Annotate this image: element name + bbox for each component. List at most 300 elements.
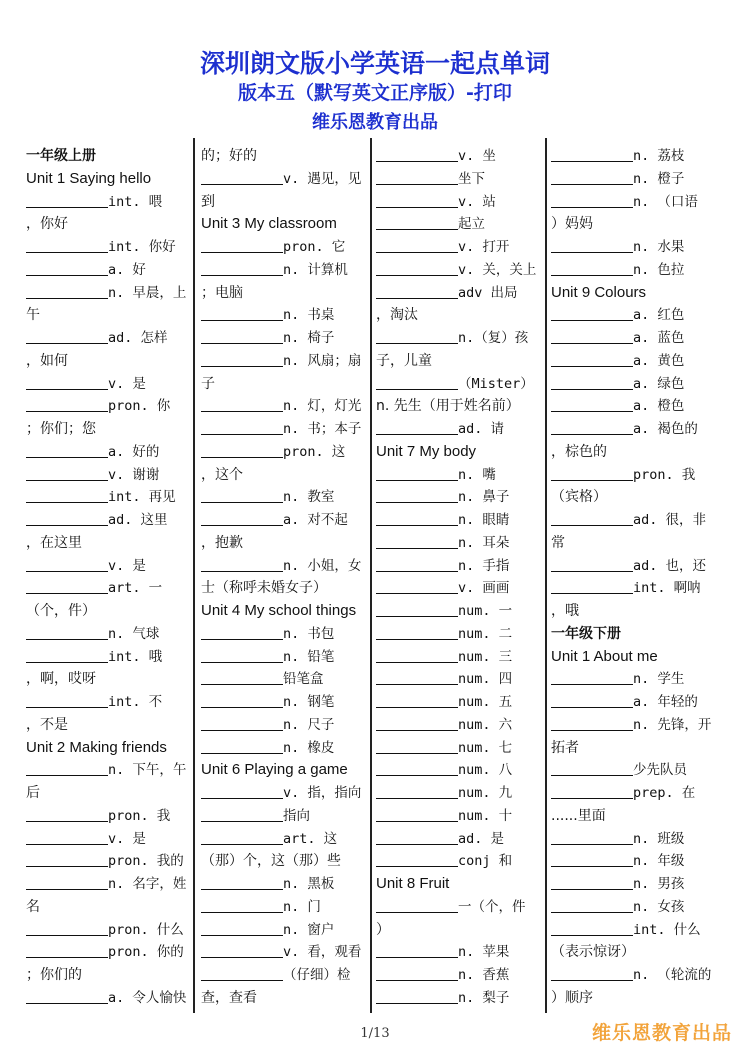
answer-blank[interactable] bbox=[201, 623, 283, 640]
answer-blank[interactable] bbox=[26, 191, 108, 208]
answer-blank[interactable] bbox=[376, 555, 458, 572]
answer-blank[interactable] bbox=[201, 418, 283, 435]
word-definition: pron. 它 bbox=[283, 239, 346, 255]
answer-blank[interactable] bbox=[26, 691, 108, 708]
word-entry bbox=[26, 327, 196, 350]
word-definition: a. 好 bbox=[108, 261, 146, 278]
word-definition: n. 钢笔 bbox=[283, 694, 335, 710]
word-definition: n. 学生 bbox=[633, 671, 685, 688]
word-definition: a. 黄色 bbox=[633, 352, 685, 369]
answer-blank[interactable] bbox=[201, 828, 283, 845]
answer-blank[interactable] bbox=[551, 509, 633, 526]
word-entry bbox=[201, 350, 371, 373]
word-entry bbox=[551, 759, 721, 782]
answer-blank[interactable] bbox=[26, 828, 108, 845]
word-definition: n. 气球 bbox=[108, 625, 160, 642]
answer-blank[interactable] bbox=[376, 600, 458, 617]
word-entry bbox=[376, 600, 546, 623]
word-definition: num. 六 bbox=[458, 716, 513, 733]
answer-blank[interactable] bbox=[551, 577, 633, 594]
unit-heading: Unit 8 Fruit bbox=[376, 875, 450, 892]
definition-continuation: ，在这里 bbox=[26, 534, 82, 551]
definition-continuation: ，淘汰 bbox=[376, 307, 418, 324]
word-entry bbox=[376, 282, 546, 305]
word-entry bbox=[551, 350, 721, 373]
word-definition: 少先队员 bbox=[633, 762, 687, 779]
word-definition: n. 眼睛 bbox=[458, 512, 510, 528]
word-entry bbox=[201, 896, 371, 919]
unit-heading: Unit 2 Making friends bbox=[26, 738, 167, 756]
answer-blank[interactable] bbox=[26, 646, 108, 663]
answer-blank[interactable] bbox=[376, 373, 458, 390]
word-definition: n. （口语 bbox=[633, 193, 698, 210]
word-definition: a. 对不起 bbox=[283, 512, 348, 528]
word-definition: num. 二 bbox=[458, 625, 513, 642]
answer-blank[interactable] bbox=[551, 919, 633, 936]
answer-blank[interactable] bbox=[551, 327, 633, 344]
word-entry bbox=[201, 236, 371, 259]
word-entry bbox=[26, 236, 196, 259]
word-definition: n. （轮流的 bbox=[633, 967, 712, 983]
word-definition: n. 水果 bbox=[633, 239, 685, 255]
word-definition: ad. 很，非 bbox=[633, 512, 707, 528]
answer-blank[interactable] bbox=[551, 782, 633, 799]
answer-blank[interactable] bbox=[551, 168, 633, 185]
answer-blank[interactable] bbox=[201, 714, 283, 731]
answer-blank[interactable] bbox=[26, 941, 108, 958]
word-entry bbox=[26, 282, 196, 305]
word-definition: n. 橙子 bbox=[633, 170, 685, 187]
word-definition: （仔细）检 bbox=[283, 967, 351, 983]
definition-continuation: 名 bbox=[26, 898, 40, 915]
answer-blank[interactable] bbox=[26, 282, 108, 299]
word-entry bbox=[551, 395, 721, 418]
word-entry bbox=[26, 441, 196, 464]
answer-blank[interactable] bbox=[26, 259, 108, 276]
word-definition: ad. 这里 bbox=[108, 512, 168, 528]
word-definition: n. 铅笔 bbox=[283, 648, 335, 665]
word-definition: n. 荔枝 bbox=[633, 148, 685, 164]
word-definition: 铅笔盒 bbox=[283, 671, 324, 688]
word-definition: v. 是 bbox=[108, 375, 146, 392]
answer-blank[interactable] bbox=[26, 509, 108, 526]
word-definition: v. 看，观看 bbox=[283, 944, 362, 961]
word-definition: num. 五 bbox=[458, 694, 513, 710]
answer-blank[interactable] bbox=[551, 236, 633, 253]
word-definition: n. 书；本子 bbox=[283, 421, 362, 437]
word-definition: （Mister） bbox=[458, 375, 534, 392]
page-number: 1/13 bbox=[360, 1026, 390, 1041]
word-definition: n. 名字，姓 bbox=[108, 876, 187, 892]
answer-blank[interactable] bbox=[376, 646, 458, 663]
answer-blank[interactable] bbox=[201, 941, 283, 958]
answer-blank[interactable] bbox=[376, 168, 458, 185]
word-definition: pron. 你 bbox=[108, 398, 171, 415]
word-definition: prep. 在 bbox=[633, 785, 696, 801]
definition-continuation: ；你们；您 bbox=[26, 421, 96, 437]
definition-continuation: 子 bbox=[201, 375, 215, 392]
word-definition: n. 黑板 bbox=[283, 876, 335, 892]
answer-blank[interactable] bbox=[201, 259, 283, 276]
word-definition: num. 八 bbox=[458, 762, 513, 779]
answer-blank[interactable] bbox=[201, 486, 283, 503]
answer-blank[interactable] bbox=[551, 350, 633, 367]
answer-blank[interactable] bbox=[376, 737, 458, 754]
answer-blank[interactable] bbox=[201, 737, 283, 754]
answer-blank[interactable] bbox=[201, 873, 283, 890]
answer-blank[interactable] bbox=[376, 509, 458, 526]
answer-blank[interactable] bbox=[201, 236, 283, 253]
word-entry bbox=[201, 828, 371, 851]
word-definition: ad. 也，还 bbox=[633, 557, 707, 574]
word-definition: 起立 bbox=[458, 216, 485, 233]
answer-blank[interactable] bbox=[26, 577, 108, 594]
definition-continuation: ，不是 bbox=[26, 716, 68, 733]
word-definition: v. 站 bbox=[458, 193, 496, 210]
word-definition: ad. 是 bbox=[458, 830, 505, 847]
word-definition: n. 耳朵 bbox=[458, 534, 510, 551]
word-definition: pron. 我 bbox=[108, 807, 171, 824]
word-definition: num. 四 bbox=[458, 671, 513, 688]
definition-continuation: 子，儿童 bbox=[376, 352, 432, 369]
word-entry bbox=[26, 577, 196, 600]
definition-continuation: ）妈妈 bbox=[551, 216, 593, 233]
word-definition: v. 打开 bbox=[458, 239, 510, 255]
answer-blank[interactable] bbox=[376, 464, 458, 481]
answer-blank[interactable] bbox=[551, 555, 633, 572]
answer-blank[interactable] bbox=[376, 941, 458, 958]
definition-continuation: （那）个，这（那）些 bbox=[201, 853, 341, 870]
word-entry bbox=[376, 691, 546, 714]
word-definition: a. 红色 bbox=[633, 307, 685, 324]
answer-blank[interactable] bbox=[26, 464, 108, 481]
watermark-logo: 维乐恩教育出品 bbox=[591, 1022, 732, 1044]
word-entry bbox=[376, 850, 546, 873]
answer-blank[interactable] bbox=[201, 304, 283, 321]
word-definition: v. 画画 bbox=[458, 580, 510, 597]
word-definition: n. 手指 bbox=[458, 557, 510, 574]
word-definition: adv 出局 bbox=[458, 284, 518, 301]
answer-blank[interactable] bbox=[26, 805, 108, 822]
word-definition: num. 七 bbox=[458, 739, 513, 756]
word-entry bbox=[376, 532, 546, 555]
answer-blank[interactable] bbox=[551, 691, 633, 708]
answer-blank[interactable] bbox=[376, 327, 458, 344]
word-column-1 bbox=[26, 145, 196, 1010]
answer-blank[interactable] bbox=[551, 828, 633, 845]
answer-blank[interactable] bbox=[376, 532, 458, 549]
answer-blank[interactable] bbox=[26, 395, 108, 412]
word-entry bbox=[376, 464, 546, 487]
answer-blank[interactable] bbox=[551, 373, 633, 390]
definition-continuation: 拓者 bbox=[551, 739, 579, 756]
answer-blank[interactable] bbox=[551, 418, 633, 435]
answer-blank[interactable] bbox=[376, 782, 458, 799]
word-entry bbox=[26, 828, 196, 851]
definition-continuation: 的；好的 bbox=[201, 148, 257, 164]
answer-blank[interactable] bbox=[201, 646, 283, 663]
word-definition: a. 年轻的 bbox=[633, 694, 698, 710]
answer-blank[interactable] bbox=[376, 282, 458, 299]
word-entry bbox=[551, 555, 721, 578]
answer-blank[interactable] bbox=[376, 987, 458, 1004]
answer-blank[interactable] bbox=[201, 509, 283, 526]
word-entry bbox=[551, 509, 721, 532]
answer-blank[interactable] bbox=[201, 691, 283, 708]
word-entry bbox=[26, 987, 196, 1010]
definition-continuation: ，这个 bbox=[201, 466, 243, 483]
word-entry bbox=[376, 145, 546, 168]
answer-blank[interactable] bbox=[376, 850, 458, 867]
word-definition: n. 计算机 bbox=[283, 261, 348, 278]
answer-blank[interactable] bbox=[26, 441, 108, 458]
answer-blank[interactable] bbox=[551, 464, 633, 481]
word-definition: pron. 我的 bbox=[108, 853, 184, 870]
answer-blank[interactable] bbox=[201, 919, 283, 936]
answer-blank[interactable] bbox=[376, 828, 458, 845]
word-entry bbox=[376, 668, 546, 691]
answer-blank[interactable] bbox=[551, 964, 633, 981]
definition-continuation: ，啊，哎呀 bbox=[26, 671, 96, 688]
word-definition: pron. 什么 bbox=[108, 921, 184, 938]
word-definition: n. 嘴 bbox=[458, 466, 496, 483]
word-entry bbox=[26, 919, 196, 942]
answer-blank[interactable] bbox=[26, 373, 108, 390]
word-definition: conj 和 bbox=[458, 853, 513, 870]
grade-heading: 一年级下册 bbox=[551, 625, 621, 642]
page-subtitle: 版本五（默写英文正序版）-打印 bbox=[238, 82, 512, 104]
answer-blank[interactable] bbox=[201, 782, 283, 799]
word-definition: 指向 bbox=[283, 807, 310, 824]
word-definition: int. 哦 bbox=[108, 648, 163, 665]
answer-blank[interactable] bbox=[376, 714, 458, 731]
answer-blank[interactable] bbox=[376, 486, 458, 503]
word-entry bbox=[201, 668, 371, 691]
word-entry bbox=[26, 941, 196, 964]
word-definition: n. 班级 bbox=[633, 830, 685, 847]
word-definition: pron. 你的 bbox=[108, 944, 184, 961]
word-entry bbox=[201, 327, 371, 350]
word-entry bbox=[201, 168, 371, 191]
answer-blank[interactable] bbox=[26, 850, 108, 867]
answer-blank[interactable] bbox=[376, 418, 458, 435]
word-definition: n. 橡皮 bbox=[283, 739, 335, 756]
word-column-4 bbox=[551, 145, 721, 1010]
word-definition: ad. 请 bbox=[458, 421, 505, 437]
word-entry bbox=[201, 304, 371, 327]
word-definition: n. 早晨，上 bbox=[108, 284, 187, 301]
answer-blank[interactable] bbox=[376, 236, 458, 253]
unit-heading: Unit 3 My classroom bbox=[201, 215, 337, 233]
word-entry bbox=[376, 896, 546, 919]
word-entry bbox=[551, 304, 721, 327]
answer-blank[interactable] bbox=[26, 987, 108, 1004]
answer-blank[interactable] bbox=[26, 873, 108, 890]
word-definition: art. 一 bbox=[108, 580, 163, 597]
word-definition: n. 灯，灯光 bbox=[283, 398, 362, 415]
word-definition: n. 苹果 bbox=[458, 944, 510, 961]
word-definition: n. 教室 bbox=[283, 489, 335, 506]
word-entry bbox=[551, 668, 721, 691]
word-entry bbox=[201, 873, 371, 896]
word-entry bbox=[26, 486, 196, 509]
page-title: 深圳朗文版小学英语一起点单词 bbox=[199, 49, 550, 78]
word-definition: int. 你好 bbox=[108, 239, 176, 255]
word-entry bbox=[551, 691, 721, 714]
answer-blank[interactable] bbox=[551, 145, 633, 162]
answer-blank[interactable] bbox=[551, 896, 633, 913]
word-entry bbox=[201, 782, 371, 805]
word-entry bbox=[201, 441, 371, 464]
definition-continuation: （宾格） bbox=[551, 489, 607, 506]
answer-blank[interactable] bbox=[376, 145, 458, 162]
answer-blank[interactable] bbox=[376, 623, 458, 640]
word-definition: a. 令人愉快 bbox=[108, 989, 187, 1006]
definition-continuation: 士（称呼未婚女子） bbox=[201, 580, 327, 597]
answer-blank[interactable] bbox=[201, 668, 283, 685]
unit-heading: Unit 1 Saying hello bbox=[26, 169, 152, 187]
word-entry bbox=[376, 714, 546, 737]
answer-blank[interactable] bbox=[26, 555, 108, 572]
word-entry bbox=[376, 782, 546, 805]
answer-blank[interactable] bbox=[551, 668, 633, 685]
word-entry bbox=[26, 509, 196, 532]
answer-blank[interactable] bbox=[551, 395, 633, 412]
answer-blank[interactable] bbox=[201, 327, 283, 344]
word-entry bbox=[26, 691, 196, 714]
answer-blank[interactable] bbox=[376, 213, 458, 230]
answer-blank[interactable] bbox=[376, 259, 458, 276]
word-definition: v. 是 bbox=[108, 830, 146, 847]
answer-blank[interactable] bbox=[201, 805, 283, 822]
word-entry bbox=[551, 850, 721, 873]
word-entry bbox=[26, 646, 196, 669]
answer-blank[interactable] bbox=[26, 759, 108, 776]
word-entry bbox=[201, 805, 371, 828]
word-definition: v. 遇见，见 bbox=[283, 170, 362, 187]
word-entry bbox=[376, 327, 546, 350]
word-entry bbox=[376, 759, 546, 782]
word-definition: num. 一 bbox=[458, 603, 513, 619]
answer-blank[interactable] bbox=[376, 964, 458, 981]
answer-blank[interactable] bbox=[376, 191, 458, 208]
word-definition: int. 啊呐 bbox=[633, 580, 701, 597]
definition-continuation: ；电脑 bbox=[201, 284, 243, 301]
word-entry bbox=[26, 259, 196, 282]
word-entry bbox=[376, 418, 546, 441]
answer-blank[interactable] bbox=[201, 555, 283, 572]
word-entry bbox=[201, 418, 371, 441]
word-entry bbox=[201, 964, 371, 987]
answer-blank[interactable] bbox=[201, 350, 283, 367]
answer-blank[interactable] bbox=[201, 395, 283, 412]
word-entry bbox=[376, 259, 546, 282]
word-definition: pron. 我 bbox=[633, 466, 696, 483]
answer-blank[interactable] bbox=[376, 691, 458, 708]
answer-blank[interactable] bbox=[551, 873, 633, 890]
answer-blank[interactable] bbox=[201, 168, 283, 185]
word-entry bbox=[201, 623, 371, 646]
word-definition: n. 窗户 bbox=[283, 921, 335, 938]
word-entry bbox=[551, 782, 721, 805]
word-definition: a. 褐色的 bbox=[633, 421, 698, 437]
word-definition: n. 小姐，女 bbox=[283, 557, 362, 574]
word-definition: n.（复）孩 bbox=[458, 330, 529, 346]
word-entry bbox=[376, 373, 546, 396]
answer-blank[interactable] bbox=[551, 191, 633, 208]
answer-blank[interactable] bbox=[551, 259, 633, 276]
word-definition: n. 书桌 bbox=[283, 307, 335, 324]
word-entry bbox=[201, 509, 371, 532]
word-entry bbox=[551, 168, 721, 191]
unit-heading: Unit 4 My school things bbox=[201, 602, 357, 619]
word-entry bbox=[376, 168, 546, 191]
definition-continuation: 后 bbox=[26, 785, 40, 801]
word-definition: n. 下午，午 bbox=[108, 762, 187, 779]
answer-blank[interactable] bbox=[376, 668, 458, 685]
word-entry bbox=[201, 714, 371, 737]
word-entry bbox=[376, 964, 546, 987]
word-entry bbox=[376, 623, 546, 646]
word-definition: v. 指，指向 bbox=[283, 785, 362, 801]
word-definition: int. 再见 bbox=[108, 489, 176, 506]
answer-blank[interactable] bbox=[551, 850, 633, 867]
word-entry bbox=[551, 259, 721, 282]
word-entry bbox=[551, 873, 721, 896]
word-definition: a. 蓝色 bbox=[633, 330, 685, 346]
answer-blank[interactable] bbox=[376, 577, 458, 594]
word-definition: n. 梨子 bbox=[458, 989, 510, 1006]
word-entry bbox=[376, 509, 546, 532]
word-entry bbox=[201, 259, 371, 282]
answer-blank[interactable] bbox=[26, 236, 108, 253]
word-entry bbox=[201, 646, 371, 669]
word-definition: n. 男孩 bbox=[633, 876, 685, 892]
word-entry bbox=[26, 191, 196, 214]
answer-blank[interactable] bbox=[201, 964, 283, 981]
unit-heading: Unit 7 My body bbox=[376, 442, 477, 460]
definition-continuation: ，如何 bbox=[26, 352, 68, 369]
answer-blank[interactable] bbox=[201, 896, 283, 913]
word-definition: n. 女孩 bbox=[633, 898, 685, 915]
word-entry bbox=[376, 213, 546, 236]
answer-blank[interactable] bbox=[551, 714, 633, 731]
word-entry bbox=[551, 191, 721, 214]
word-definition: int. 什么 bbox=[633, 921, 701, 938]
answer-blank[interactable] bbox=[551, 304, 633, 321]
answer-blank[interactable] bbox=[26, 623, 108, 640]
word-entry bbox=[551, 896, 721, 919]
word-definition: n. 色拉 bbox=[633, 261, 685, 278]
answer-blank[interactable] bbox=[201, 441, 283, 458]
word-definition: n. 先锋，开 bbox=[633, 716, 712, 733]
answer-blank[interactable] bbox=[376, 759, 458, 776]
definition-continuation: ，抱歉 bbox=[201, 534, 243, 551]
answer-blank[interactable] bbox=[26, 327, 108, 344]
definition-continuation: n. 先生（用于姓名前） bbox=[376, 398, 520, 415]
answer-blank[interactable] bbox=[376, 805, 458, 822]
answer-blank[interactable] bbox=[551, 759, 633, 776]
word-entry bbox=[201, 691, 371, 714]
definition-continuation: 查，查看 bbox=[201, 989, 257, 1006]
word-entry bbox=[201, 941, 371, 964]
answer-blank[interactable] bbox=[26, 919, 108, 936]
word-entry bbox=[551, 236, 721, 259]
answer-blank[interactable] bbox=[376, 896, 458, 913]
word-definition: num. 十 bbox=[458, 807, 513, 824]
answer-blank[interactable] bbox=[26, 486, 108, 503]
word-entry bbox=[551, 828, 721, 851]
